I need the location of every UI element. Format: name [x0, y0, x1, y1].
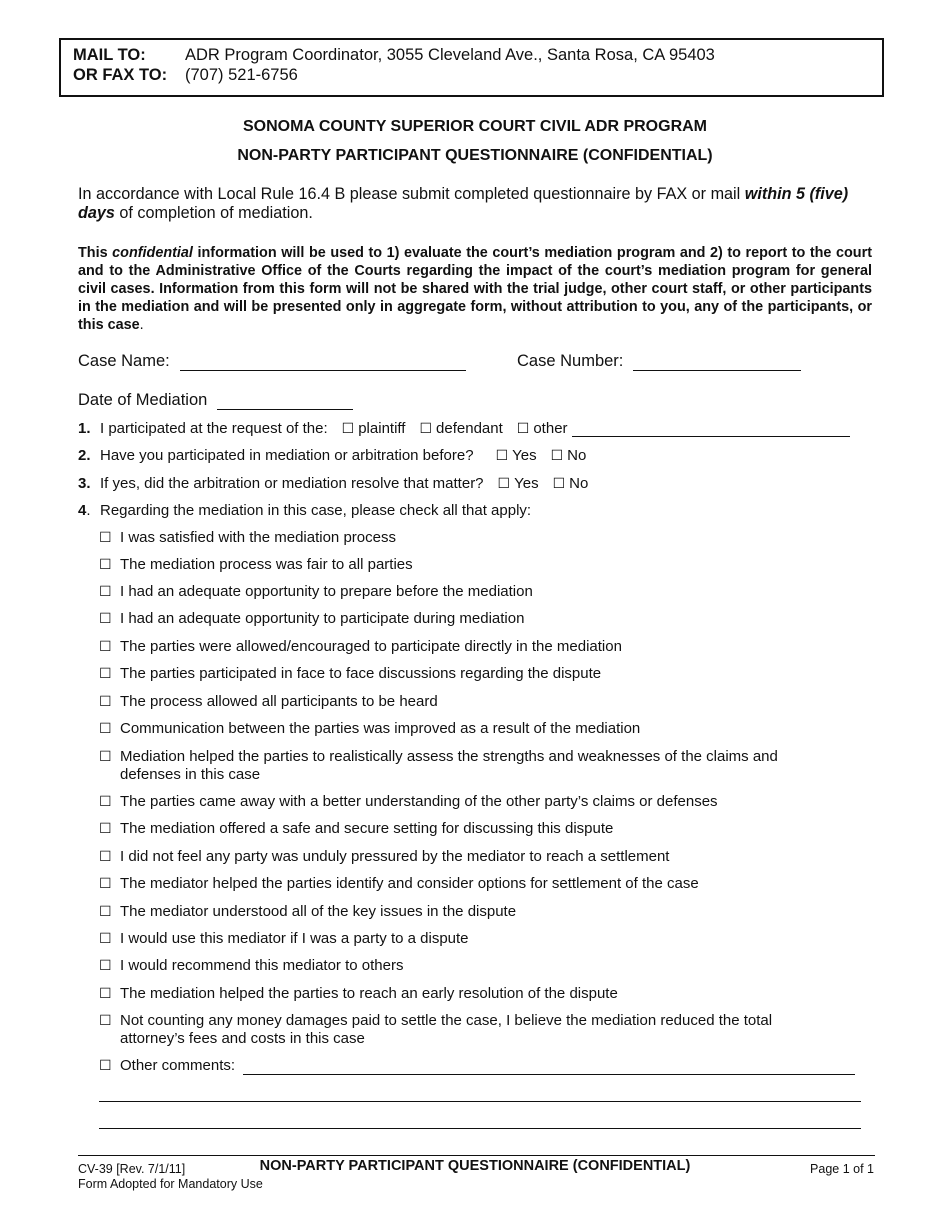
other-comments-item[interactable]: [99, 1057, 869, 1075]
checkbox-icon: ☐: [497, 476, 511, 492]
question-3-text: If yes, did the arbitration or mediation resolve that matter?: [100, 475, 484, 492]
case-name-field: [78, 352, 466, 371]
checkbox-icon: ☐: [552, 476, 566, 492]
intro-text-1: In accordance with Local Rule 16.4 B please submit completed questionnaire by FAX or mail: [78, 185, 745, 203]
option-defendant[interactable]: [419, 420, 502, 437]
other-specify-input[interactable]: [572, 421, 850, 437]
checkbox-icon: ☐: [99, 639, 112, 655]
checklist-item-18[interactable]: [99, 1012, 819, 1048]
checkbox-icon: ☐: [99, 557, 112, 573]
checkbox-icon: ☐: [99, 904, 112, 920]
confidentiality-notice: [78, 244, 872, 334]
option-q2-no[interactable]: [551, 447, 587, 464]
question-4-digit: 4: [78, 502, 87, 519]
date-of-mediation-label: Date of Mediation: [78, 391, 208, 409]
question-2-text: Have you participated in mediation or arbitration before?: [100, 447, 474, 464]
option-q3-yes[interactable]: [498, 475, 539, 492]
other-comments-input-line-2[interactable]: [99, 1101, 861, 1102]
checkbox-icon: ☐: [516, 421, 530, 437]
page-number: Page 1 of 1: [810, 1162, 874, 1176]
option-q3-yes-label: Yes: [514, 475, 539, 492]
option-plaintiff-label: plaintiff: [358, 420, 406, 437]
checklist-item-label: The process allowed all participants to be heard: [120, 693, 438, 710]
question-2-number: 2.: [78, 447, 91, 464]
checklist-item-3[interactable]: [99, 583, 839, 601]
checklist-item-label: The mediator helped the parties identify and consider options for settlement of the case: [120, 875, 699, 892]
notice-period: .: [139, 317, 144, 333]
checklist-item-5[interactable]: [99, 638, 839, 656]
checklist-item-label: The mediation helped the parties to reach an early resolution of the dispute: [120, 985, 618, 1002]
question-4-dot: .: [86, 502, 91, 519]
checkbox-icon: ☐: [99, 986, 112, 1002]
checklist-item-label: I did not feel any party was unduly pressured by the mediator to reach a settlement: [120, 848, 670, 865]
checkbox-icon: ☐: [341, 421, 355, 437]
question-1-number: 1.: [78, 420, 91, 437]
checkbox-icon: ☐: [99, 611, 112, 627]
checklist-item-label: I would recommend this mediator to others: [120, 957, 404, 974]
question-2: [78, 447, 586, 464]
footer-rule: [78, 1155, 875, 1156]
checklist-item-7[interactable]: [99, 693, 839, 711]
checklist-item-2[interactable]: [99, 556, 839, 574]
mail-to-address: ADR Program Coordinator, 3055 Cleveland Ave., Santa Rosa, CA 95403: [185, 46, 715, 64]
checkbox-icon: ☐: [99, 749, 112, 765]
checklist-item-label: I had an adequate opportunity to participate during mediation: [120, 610, 525, 627]
checklist-item-label: The parties came away with a better understanding of the other party’s claims or defenses: [120, 793, 718, 810]
checklist-item-8[interactable]: [99, 720, 839, 738]
checklist-item-label: I was satisfied with the mediation process: [120, 529, 396, 546]
form-adopted-note: Form Adopted for Mandatory Use: [78, 1177, 263, 1191]
checklist-item-10[interactable]: [99, 793, 839, 811]
checklist-item-1[interactable]: [99, 529, 839, 547]
question-4-text: Regarding the mediation in this case, please check all that apply:: [100, 502, 532, 519]
checklist-item-14[interactable]: [99, 903, 839, 921]
question-1-text: I participated at the request of the:: [100, 420, 328, 437]
checkbox-icon: ☐: [99, 666, 112, 682]
checklist-item-label: Communication between the parties was improved as a result of the mediation: [120, 720, 641, 737]
other-comments-input-line-1[interactable]: [243, 1059, 855, 1075]
question-4: [78, 502, 531, 519]
intro-emphasis: within 5 (five) days: [78, 185, 849, 222]
option-q2-no-label: No: [567, 447, 587, 464]
fax-to-row: [73, 65, 882, 85]
date-of-mediation-field: [78, 391, 353, 410]
notice-part-2: information will be used to 1) evaluate the court’s mediation program and 2) to report to the court and to the Administrative Office of the Courts regarding the impact of the court’s mediation program for general civil cases. Information from this form will not be shared with the trial judge, other court staff, or other participants in the mediation and will be presented only in aggregate form, without attribution to you, any of the participants, or this case: [78, 245, 872, 333]
question-3-number: 3.: [78, 475, 91, 492]
checkbox-icon: ☐: [99, 821, 112, 837]
checklist-item-label: The mediation offered a safe and secure setting for discussing this dispute: [120, 820, 614, 837]
checkbox-icon: ☐: [99, 530, 112, 546]
mail-to-row: [73, 45, 882, 65]
checkbox-icon: ☐: [99, 958, 112, 974]
checklist-item-label: Mediation helped the parties to realistically assess the strengths and weaknesses of the claims and defenses in this case: [120, 748, 778, 783]
case-number-field: [517, 352, 801, 371]
checkbox-icon: ☐: [99, 931, 112, 947]
case-name-label: Case Name:: [78, 352, 170, 370]
checkbox-icon: ☐: [99, 849, 112, 865]
question-3: [78, 475, 588, 492]
fax-to-label: OR FAX TO:: [73, 66, 168, 84]
checklist-item-label: I had an adequate opportunity to prepare before the mediation: [120, 583, 533, 600]
checklist-item-label: The parties participated in face to face discussions regarding the dispute: [120, 665, 602, 682]
option-q3-no[interactable]: [553, 475, 589, 492]
question-4-number: [78, 502, 100, 519]
checklist-item-label: The mediator understood all of the key issues in the dispute: [120, 903, 517, 920]
intro-text-2: of completion of mediation.: [114, 204, 313, 222]
checkbox-icon: ☐: [550, 448, 564, 464]
intro-paragraph: [78, 185, 868, 223]
checklist-item-4[interactable]: [99, 610, 839, 628]
checkbox-icon: ☐: [99, 876, 112, 892]
checkbox-icon: ☐: [99, 584, 112, 600]
fax-number: (707) 521-6756: [185, 66, 298, 84]
question-1: [78, 420, 850, 437]
checkbox-icon: ☐: [99, 721, 112, 737]
checklist-item-label: I would use this mediator if I was a party to a dispute: [120, 930, 469, 947]
other-comments-input-line-3[interactable]: [99, 1128, 861, 1129]
form-id: CV-39 [Rev. 7/1/11]: [78, 1162, 186, 1176]
option-other-label: other: [533, 420, 568, 437]
checklist-item-16[interactable]: [99, 957, 839, 975]
case-name-input[interactable]: [180, 353, 466, 371]
option-plaintiff[interactable]: [342, 420, 406, 437]
date-of-mediation-input[interactable]: [217, 392, 353, 410]
notice-part-1: This: [78, 245, 113, 261]
checkbox-icon: ☐: [99, 694, 112, 710]
checkbox-icon: ☐: [419, 421, 433, 437]
mail-to-label: MAIL TO:: [73, 46, 146, 64]
checklist-item-9[interactable]: [99, 748, 819, 784]
program-title: SONOMA COUNTY SUPERIOR COURT CIVIL ADR PROGRAM: [242, 118, 708, 135]
checklist-item-6[interactable]: [99, 665, 839, 683]
checkbox-icon: ☐: [495, 448, 509, 464]
option-other[interactable]: [517, 420, 568, 437]
checklist-item-label: Not counting any money damages paid to settle the case, I believe the mediation reduced the total attorney’s fees and costs in this case: [120, 1012, 773, 1047]
checkbox-icon: ☐: [99, 794, 112, 810]
checklist-item-13[interactable]: [99, 875, 839, 893]
option-q2-yes-label: Yes: [512, 447, 537, 464]
notice-emphasis: confidential: [112, 245, 193, 261]
checklist-item-12[interactable]: [99, 848, 839, 866]
footer-title: NON-PARTY PARTICIPANT QUESTIONNAIRE (CONFIDENTIAL): [259, 1158, 691, 1174]
option-defendant-label: defendant: [436, 420, 503, 437]
case-number-label: Case Number:: [517, 352, 624, 370]
checklist-item-15[interactable]: [99, 930, 839, 948]
checkbox-icon: ☐: [99, 1013, 112, 1029]
case-number-input[interactable]: [633, 353, 801, 371]
option-q3-no-label: No: [569, 475, 589, 492]
other-comments-label: Other comments:: [120, 1057, 236, 1074]
checklist-item-label: The mediation process was fair to all parties: [120, 556, 413, 573]
checklist-item-11[interactable]: [99, 820, 839, 838]
checkbox-icon: ☐: [99, 1058, 112, 1074]
checklist-item-label: The parties were allowed/encouraged to participate directly in the mediation: [120, 638, 622, 655]
option-q2-yes[interactable]: [496, 447, 537, 464]
checklist-item-17[interactable]: [99, 985, 839, 1003]
form-title: NON-PARTY PARTICIPANT QUESTIONNAIRE (CONFIDENTIAL): [237, 147, 713, 164]
mailing-box: [59, 38, 884, 97]
